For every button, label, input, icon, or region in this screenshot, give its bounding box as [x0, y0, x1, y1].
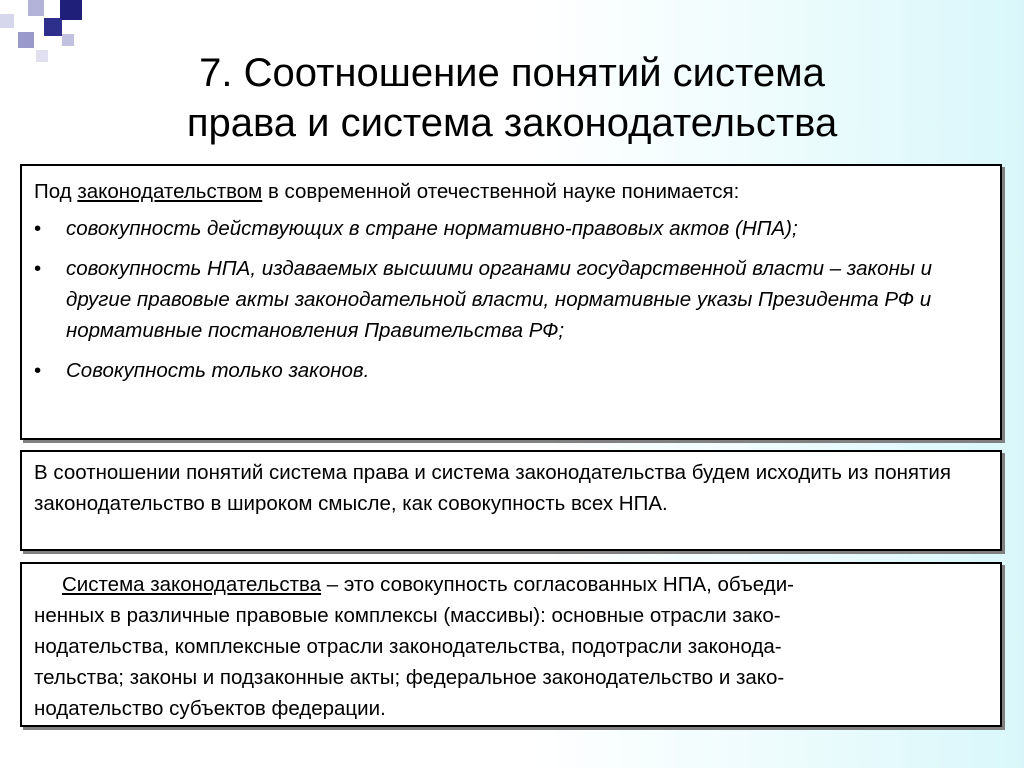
definition-intro [34, 176, 986, 207]
slide-title-line-2: права и система законодательства [186, 101, 838, 145]
bullet-icon: • [34, 217, 42, 240]
list-item [34, 355, 986, 386]
system-definition-box [20, 562, 1002, 727]
decor-square [60, 0, 82, 20]
decor-square [0, 14, 14, 28]
system-definition-line: тельства; законы и подзаконные акты; федеральное законодательство и зако- [34, 666, 785, 689]
list-item-text: совокупность НПА, издаваемых высшими органами государственной власти – законы и другие правовые акты законодательной власти, нормативные указы Президента РФ и нормативные постановления Правительства РФ; [66, 257, 933, 342]
system-term: Система законодательства [62, 573, 322, 596]
list-item-text: Совокупность только законов. [66, 359, 370, 382]
intro-suffix: в современной отечественной науке понимается: [262, 180, 740, 203]
list-item [34, 213, 986, 244]
system-definition-line: нодательства, комплексные отрасли законодательства, подотрасли законода- [34, 635, 782, 658]
system-definition-line [34, 569, 986, 600]
broad-sense-box [20, 450, 1002, 551]
definition-list [34, 213, 986, 386]
slide-title [0, 48, 1024, 148]
decor-square [28, 0, 44, 16]
decor-square [62, 34, 74, 46]
intro-prefix: Под [34, 180, 78, 203]
list-item-text: совокупность действующих в стране нормативно-правовых актов (НПА); [66, 217, 798, 240]
system-definition-line: ненных в различные правовые комплексы (массивы): основные отрасли зако- [34, 604, 781, 627]
definition-box [20, 164, 1002, 440]
bullet-icon: • [34, 359, 42, 382]
system-definition-line: нодательство субъектов федерации. [34, 697, 386, 720]
list-item [34, 253, 986, 346]
bullet-icon: • [34, 257, 42, 280]
broad-sense-text: В соотношении понятий система права и система законодательства будем исходить из понятия законодательство в широком смысле, как совокупность всех НПА. [34, 461, 951, 515]
decor-square [18, 32, 34, 48]
intro-term: законодательством [77, 180, 263, 203]
decor-square [44, 18, 62, 36]
system-line-text: – это совокупность согласованных НПА, объеди- [321, 573, 794, 596]
slide-title-line-1: 7. Соотношение понятий система [199, 51, 825, 95]
